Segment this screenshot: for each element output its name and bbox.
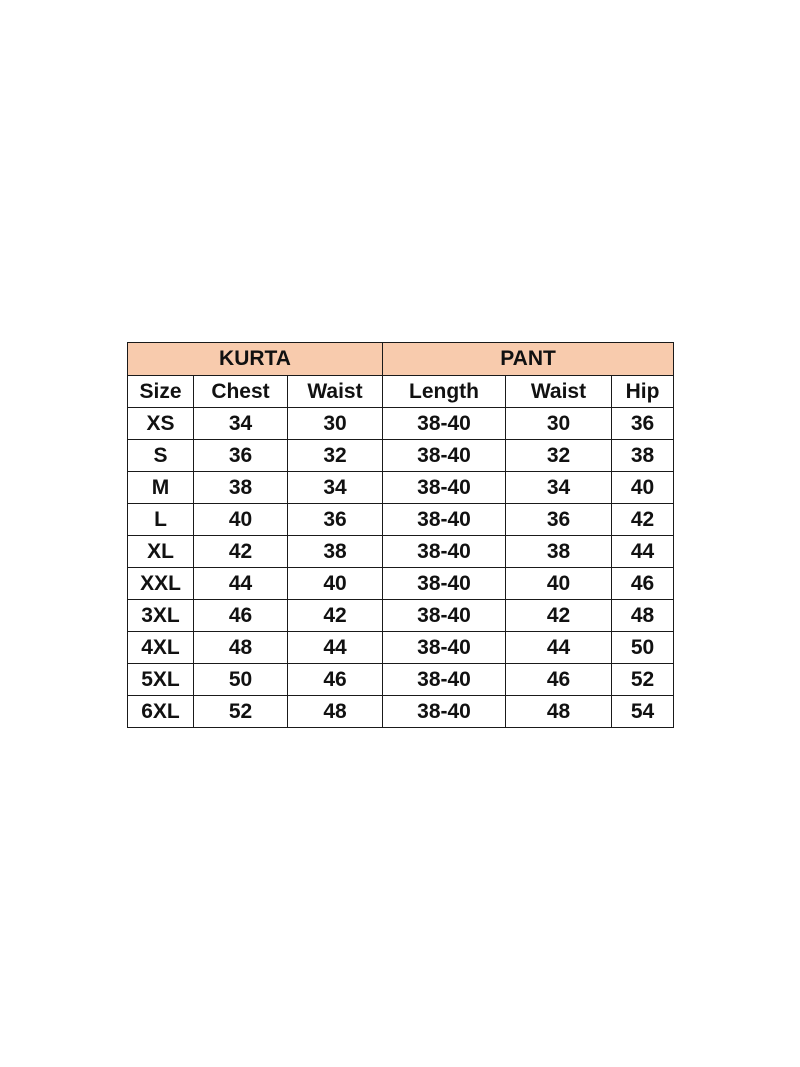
pant-group-header: PANT <box>383 343 674 376</box>
length-cell: 38-40 <box>383 632 506 664</box>
pant-waist-cell: 34 <box>506 472 612 504</box>
hip-cell: 42 <box>612 504 674 536</box>
hip-cell: 48 <box>612 600 674 632</box>
pant-waist-cell: 40 <box>506 568 612 600</box>
column-header-hip: Hip <box>612 376 674 408</box>
chest-cell: 40 <box>194 504 288 536</box>
pant-waist-cell: 46 <box>506 664 612 696</box>
hip-cell: 50 <box>612 632 674 664</box>
length-cell: 38-40 <box>383 472 506 504</box>
length-cell: 38-40 <box>383 568 506 600</box>
column-header-length: Length <box>383 376 506 408</box>
hip-cell: 46 <box>612 568 674 600</box>
size-cell: XS <box>128 408 194 440</box>
size-cell: XXL <box>128 568 194 600</box>
pant-waist-cell: 32 <box>506 440 612 472</box>
chest-cell: 44 <box>194 568 288 600</box>
size-chart-table <box>127 342 674 728</box>
chest-cell: 36 <box>194 440 288 472</box>
hip-cell: 54 <box>612 696 674 728</box>
size-cell: XL <box>128 536 194 568</box>
kurta-waist-cell: 44 <box>288 632 383 664</box>
table-row <box>128 536 674 568</box>
pant-waist-cell: 30 <box>506 408 612 440</box>
chest-cell: 50 <box>194 664 288 696</box>
table-row <box>128 568 674 600</box>
hip-cell: 40 <box>612 472 674 504</box>
size-cell: M <box>128 472 194 504</box>
kurta-waist-cell: 38 <box>288 536 383 568</box>
size-cell: S <box>128 440 194 472</box>
length-cell: 38-40 <box>383 696 506 728</box>
chest-cell: 38 <box>194 472 288 504</box>
column-header-pant-waist: Waist <box>506 376 612 408</box>
chest-cell: 48 <box>194 632 288 664</box>
size-chart-body <box>128 408 674 728</box>
hip-cell: 52 <box>612 664 674 696</box>
size-cell: 4XL <box>128 632 194 664</box>
kurta-waist-cell: 48 <box>288 696 383 728</box>
hip-cell: 38 <box>612 440 674 472</box>
length-cell: 38-40 <box>383 504 506 536</box>
length-cell: 38-40 <box>383 664 506 696</box>
pant-waist-cell: 44 <box>506 632 612 664</box>
chest-cell: 42 <box>194 536 288 568</box>
table-row <box>128 472 674 504</box>
kurta-group-header: KURTA <box>128 343 383 376</box>
size-cell: 5XL <box>128 664 194 696</box>
table-row <box>128 408 674 440</box>
table-row <box>128 600 674 632</box>
table-row <box>128 504 674 536</box>
chest-cell: 34 <box>194 408 288 440</box>
column-header-row <box>128 376 674 408</box>
chest-cell: 52 <box>194 696 288 728</box>
kurta-waist-cell: 30 <box>288 408 383 440</box>
size-cell: 6XL <box>128 696 194 728</box>
column-header-kurta-waist: Waist <box>288 376 383 408</box>
pant-waist-cell: 38 <box>506 536 612 568</box>
length-cell: 38-40 <box>383 408 506 440</box>
hip-cell: 36 <box>612 408 674 440</box>
length-cell: 38-40 <box>383 536 506 568</box>
pant-waist-cell: 42 <box>506 600 612 632</box>
kurta-waist-cell: 34 <box>288 472 383 504</box>
kurta-waist-cell: 46 <box>288 664 383 696</box>
kurta-waist-cell: 32 <box>288 440 383 472</box>
pant-waist-cell: 48 <box>506 696 612 728</box>
length-cell: 38-40 <box>383 440 506 472</box>
table-row <box>128 696 674 728</box>
column-header-size: Size <box>128 376 194 408</box>
table-row <box>128 440 674 472</box>
length-cell: 38-40 <box>383 600 506 632</box>
chest-cell: 46 <box>194 600 288 632</box>
kurta-waist-cell: 40 <box>288 568 383 600</box>
group-header-row <box>128 343 674 376</box>
size-cell: 3XL <box>128 600 194 632</box>
hip-cell: 44 <box>612 536 674 568</box>
table-row <box>128 664 674 696</box>
column-header-chest: Chest <box>194 376 288 408</box>
kurta-waist-cell: 42 <box>288 600 383 632</box>
pant-waist-cell: 36 <box>506 504 612 536</box>
size-cell: L <box>128 504 194 536</box>
table-row <box>128 632 674 664</box>
kurta-waist-cell: 36 <box>288 504 383 536</box>
